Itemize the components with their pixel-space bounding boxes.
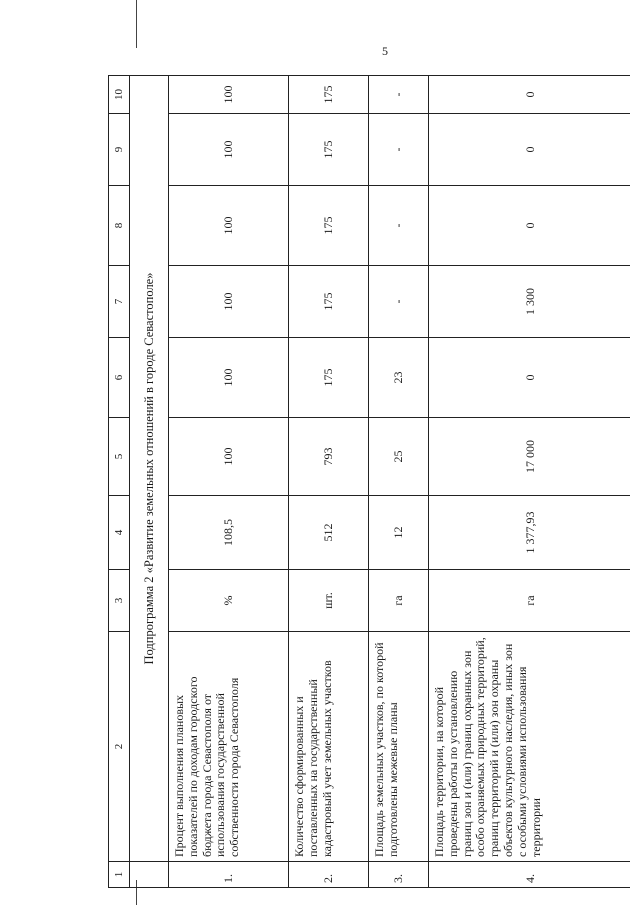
value-cell: - — [369, 76, 429, 114]
value-cell: 175 — [289, 338, 369, 418]
value-cell: 0 — [429, 338, 630, 418]
header-cell: 10 — [109, 76, 130, 114]
indicators-table — [108, 75, 630, 888]
header-cell: 3 — [109, 570, 130, 632]
value-cell: 100 — [169, 114, 289, 186]
value-cell: 100 — [169, 418, 289, 496]
value-cell: 1 377,93 — [429, 496, 630, 570]
header-cell: 5 — [109, 418, 130, 496]
value-cell: 512 — [289, 496, 369, 570]
header-cell: 2 — [109, 632, 130, 862]
table-row — [429, 76, 630, 888]
value-cell: - — [369, 186, 429, 266]
value-cell: 100 — [169, 338, 289, 418]
rotated-sheet — [108, 76, 630, 888]
table-row — [169, 76, 289, 888]
header-cell: 8 — [109, 186, 130, 266]
row-number: 3. — [369, 862, 429, 888]
header-row — [109, 76, 130, 888]
indicator-name: Количество сформированных и поставленных на государственный кадастровый учет земельных участков — [289, 632, 369, 862]
indicator-name: Процент выполнения плановых показателей по доходам городского бюджета города Севастополя от использования государственной собственности города Севастополя — [169, 632, 289, 862]
row-number: 4. — [429, 862, 630, 888]
unit-cell: шт. — [289, 570, 369, 632]
value-cell: 175 — [289, 266, 369, 338]
value-cell: 100 — [169, 186, 289, 266]
header-cell: 9 — [109, 114, 130, 186]
header-cell: 4 — [109, 496, 130, 570]
page-number: 5 — [382, 44, 388, 58]
unit-cell: % — [169, 570, 289, 632]
value-cell: 12 — [369, 496, 429, 570]
value-cell: 17 000 — [429, 418, 630, 496]
value-cell: 23 — [369, 338, 429, 418]
value-cell: 0 — [429, 114, 630, 186]
unit-cell: га — [369, 570, 429, 632]
value-cell: - — [369, 266, 429, 338]
scan-edge-mark — [136, 0, 137, 48]
header-cell: 7 — [109, 266, 130, 338]
value-cell: 175 — [289, 186, 369, 266]
row-number: 1. — [169, 862, 289, 888]
value-cell: 108,5 — [169, 496, 289, 570]
value-cell: 175 — [289, 76, 369, 114]
header-cell: 1 — [109, 862, 130, 888]
table-row — [369, 76, 429, 888]
value-cell: 793 — [289, 418, 369, 496]
value-cell: - — [369, 114, 429, 186]
value-cell: 0 — [429, 186, 630, 266]
value-cell: 100 — [169, 266, 289, 338]
subprogram-num-cell — [130, 862, 169, 888]
table-row — [289, 76, 369, 888]
value-cell: 25 — [369, 418, 429, 496]
subprogram-title: Подпрограмма 2 «Развитие земельных отношений в городе Севастополе» — [130, 76, 169, 862]
value-cell: 1 300 — [429, 266, 630, 338]
value-cell: 175 — [289, 114, 369, 186]
value-cell: 0 — [429, 76, 630, 114]
unit-cell: га — [429, 570, 630, 632]
value-cell: 100 — [169, 76, 289, 114]
indicator-name: Площадь территории, на которой проведены работы по установлению границ зон и (или) границ охранных зон особо охраняемых природных территорий, границ территорий и (или) зон охраны объектов культурного наследия, иных зон с особыми условиями использования территории — [429, 632, 630, 862]
row-number: 2. — [289, 862, 369, 888]
subprogram-row — [130, 76, 169, 888]
indicator-name: Площадь земельных участков, по которой подготовлены межевые планы — [369, 632, 429, 862]
header-cell: 6 — [109, 338, 130, 418]
